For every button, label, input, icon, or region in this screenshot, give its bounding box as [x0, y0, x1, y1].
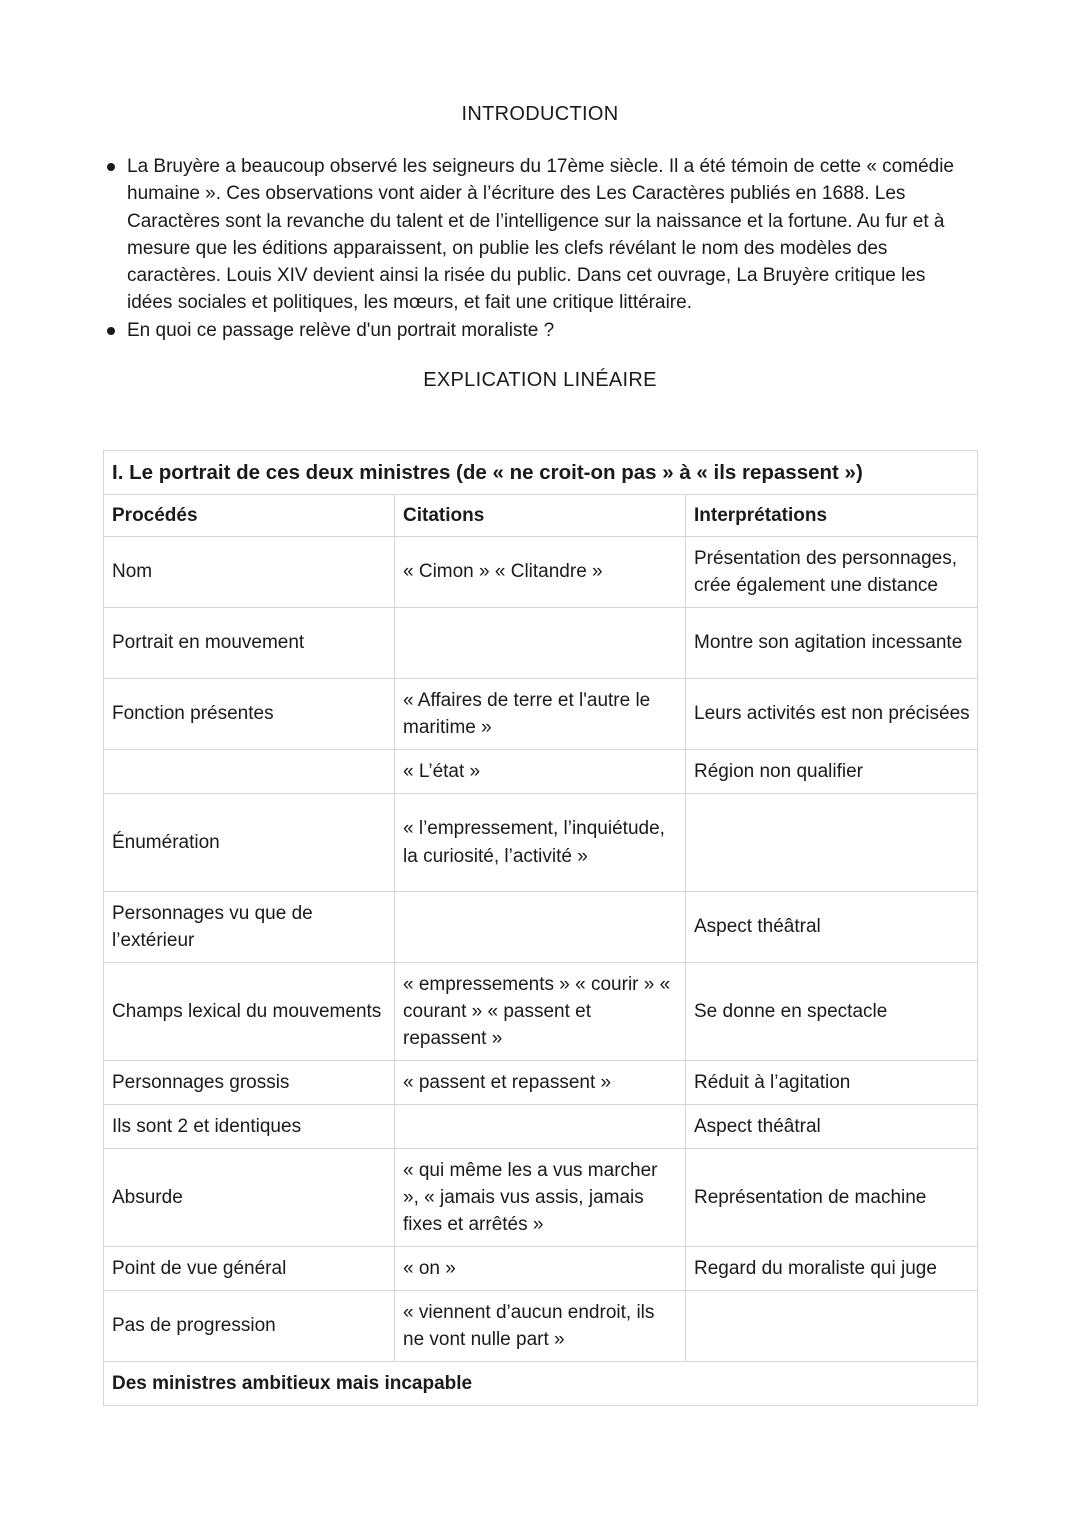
citation-cell: « Affaires de terre et l'autre le maritime »	[395, 679, 686, 750]
table-row	[104, 1291, 978, 1362]
procede-cell: Point de vue général	[104, 1247, 395, 1291]
interpretation-cell: Région non qualifier	[686, 750, 978, 794]
analysis-table-body	[104, 451, 978, 1406]
citation-cell: « passent et repassent »	[395, 1061, 686, 1105]
interpretation-cell: Regard du moraliste qui juge	[686, 1247, 978, 1291]
table-footer-row	[104, 1362, 978, 1406]
table-row	[104, 750, 978, 794]
procede-cell: Nom	[104, 537, 395, 608]
table-row	[104, 1247, 978, 1291]
intro-bullet-list	[127, 153, 962, 344]
table-title-row	[104, 451, 978, 495]
table-row	[104, 537, 978, 608]
procede-cell: Fonction présentes	[104, 679, 395, 750]
interpretation-cell: Se donne en spectacle	[686, 963, 978, 1061]
procede-cell: Énumération	[104, 794, 395, 892]
interpretation-cell	[686, 1291, 978, 1362]
analysis-table	[103, 450, 978, 1406]
citation-cell: « empressements » « courir » « courant » « passent et repassent »	[395, 963, 686, 1061]
citation-cell: « on »	[395, 1247, 686, 1291]
citation-cell	[395, 892, 686, 963]
interpretation-cell: Présentation des personnages, crée également une distance	[686, 537, 978, 608]
citation-cell: « viennent d’aucun endroit, ils ne vont nulle part »	[395, 1291, 686, 1362]
procede-cell: Pas de progression	[104, 1291, 395, 1362]
procede-cell: Champs lexical du mouvements	[104, 963, 395, 1061]
procede-cell: Ils sont 2 et identiques	[104, 1105, 395, 1149]
procede-cell	[104, 750, 395, 794]
explication-heading: EXPLICATION LINÉAIRE	[423, 369, 657, 391]
table-row	[104, 794, 978, 892]
table-header-row	[104, 495, 978, 537]
citation-cell: « qui même les a vus marcher », « jamais vus assis, jamais fixes et arrêtés »	[395, 1149, 686, 1247]
interpretation-cell: Aspect théâtral	[686, 1105, 978, 1149]
procede-cell: Absurde	[104, 1149, 395, 1247]
table-row	[104, 679, 978, 750]
interpretation-cell: Aspect théâtral	[686, 892, 978, 963]
table-row	[104, 1061, 978, 1105]
column-header-interpretations: Interprétations	[686, 495, 978, 537]
table-title: I. Le portrait de ces deux ministres (de « ne croit-on pas » à « ils repassent »)	[104, 451, 978, 495]
citation-cell	[395, 608, 686, 679]
table-row	[104, 1105, 978, 1149]
column-header-citations: Citations	[395, 495, 686, 537]
table-row	[104, 892, 978, 963]
citation-cell: « Cimon » « Clitandre »	[395, 537, 686, 608]
bullet-item-problematic: En quoi ce passage relève d'un portrait moraliste ?	[127, 317, 962, 344]
citation-cell	[395, 1105, 686, 1149]
procede-cell: Personnages vu que de l’extérieur	[104, 892, 395, 963]
bullet-item-context: La Bruyère a beaucoup observé les seigneurs du 17ème siècle. Il a été témoin de cette « comédie humaine ». Ces observations vont aider à l’écriture des Les Caractères publiés en 1688. Les Caractères sont la revanche du talent et de l’intelligence sur la naissance et la fortune. Au fur et à mesure que les éditions apparaissent, on publie les clefs révélant le nom des modèles des caractères. Louis XIV devient ainsi la risée du public. Dans cet ouvrage, La Bruyère critique les idées sociales et politiques, les mœurs, et fait une critique littéraire.	[127, 153, 962, 317]
table-row	[104, 963, 978, 1061]
citation-cell: « l’empressement, l’inquiétude, la curiosité, l’activité »	[395, 794, 686, 892]
table-row	[104, 1149, 978, 1247]
interpretation-cell: Réduit à l’agitation	[686, 1061, 978, 1105]
citation-cell: « L’état »	[395, 750, 686, 794]
column-header-procedes: Procédés	[104, 495, 395, 537]
procede-cell: Personnages grossis	[104, 1061, 395, 1105]
introduction-heading: INTRODUCTION	[461, 103, 619, 125]
table-row	[104, 608, 978, 679]
table-conclusion: Des ministres ambitieux mais incapable	[104, 1362, 978, 1406]
interpretation-cell: Représentation de machine	[686, 1149, 978, 1247]
procede-cell: Portrait en mouvement	[104, 608, 395, 679]
interpretation-cell: Leurs activités est non précisées	[686, 679, 978, 750]
interpretation-cell	[686, 794, 978, 892]
interpretation-cell: Montre son agitation incessante	[686, 608, 978, 679]
